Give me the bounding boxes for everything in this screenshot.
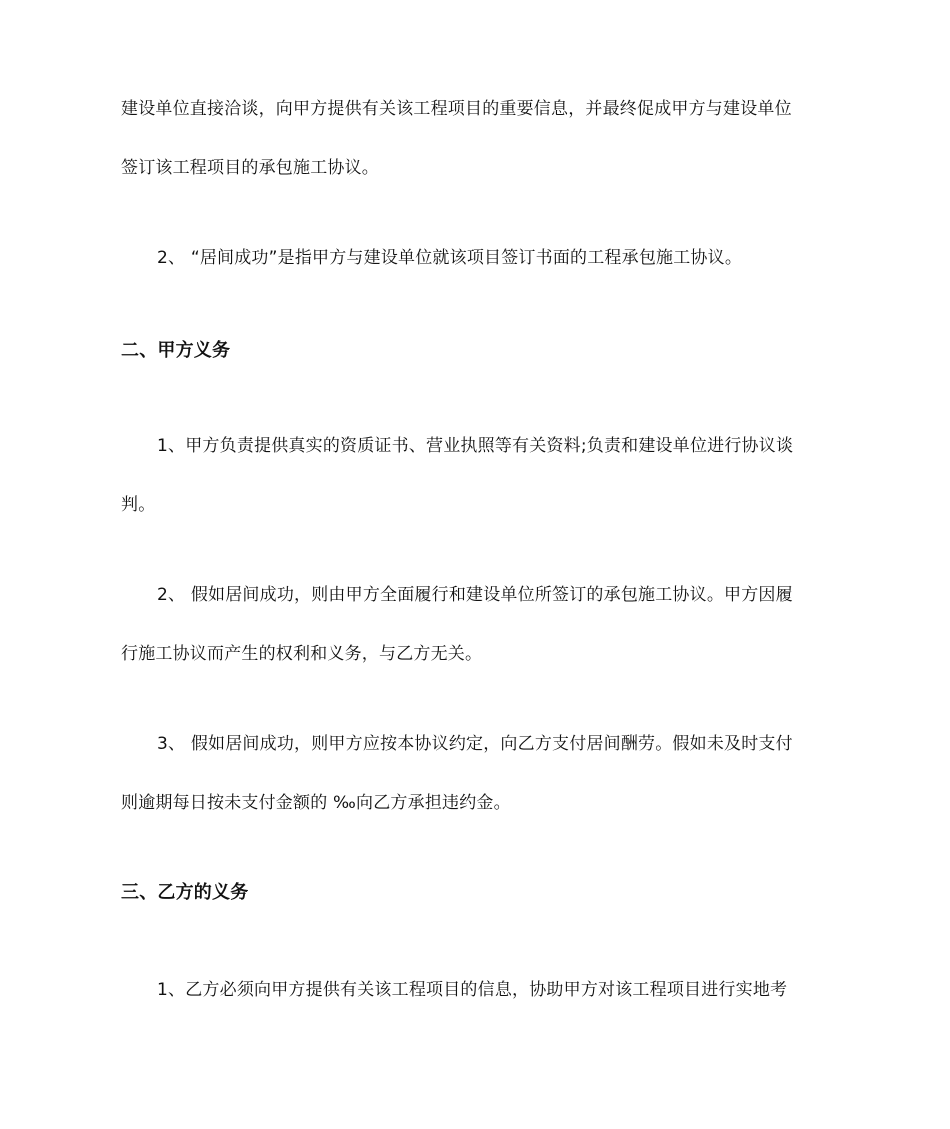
- section-two-item-2-line-2: 行施工协议而产生的权利和义务，与乙方无关。: [121, 644, 483, 664]
- intro-line-2: 签订该工程项目的承包施工协议。: [121, 158, 379, 178]
- section-two-heading: 二、甲方义务: [121, 340, 231, 361]
- intro-line-1: 建设单位直接洽谈，向甲方提供有关该工程项目的重要信息，并最终促成甲方与建设单位: [121, 99, 792, 119]
- section-three-item-1-line-1: 1、乙方必须向甲方提供有关该工程项目的信息，协助甲方对该工程项目进行实地考: [157, 980, 788, 1000]
- section-three-heading: 三、乙方的义务: [121, 882, 249, 903]
- section-two-item-3-line-2: 则逾期每日按未支付金额的 ‰向乙方承担违约金。: [121, 793, 511, 813]
- definition-item-2: 2、 “居间成功”是指甲方与建设单位就该项目签订书面的工程承包施工协议。: [157, 248, 743, 268]
- section-two-item-1-line-2: 判。: [121, 495, 156, 515]
- section-two-item-2-line-1: 2、 假如居间成功，则由甲方全面履行和建设单位所签订的承包施工协议。甲方因履: [157, 585, 793, 605]
- section-two-item-1-line-1: 1、甲方负责提供真实的资质证书、营业执照等有关资料;负责和建设单位进行协议谈: [157, 436, 794, 456]
- section-two-item-3-line-1: 3、 假如居间成功，则甲方应按本协议约定，向乙方支付居间酬劳。假如未及时支付: [157, 734, 793, 754]
